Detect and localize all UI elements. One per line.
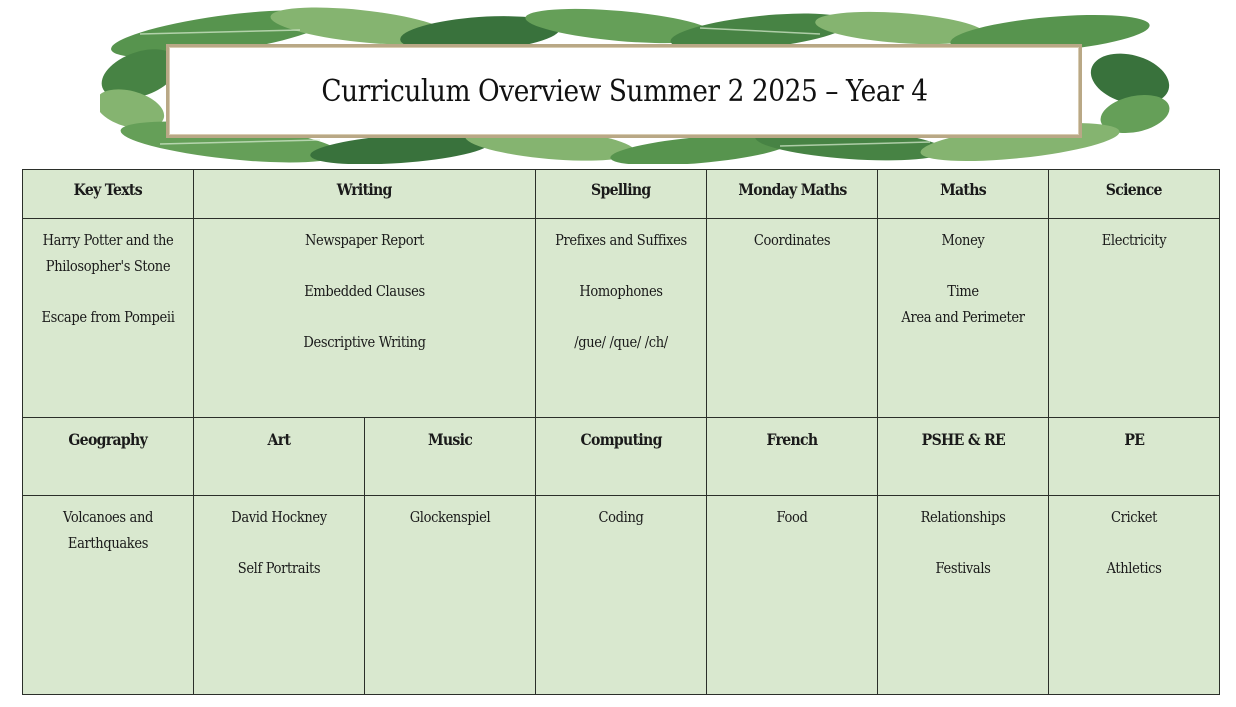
cell-pshe-re <box>878 496 1049 695</box>
title-frame <box>166 44 1082 138</box>
cell-line: Coordinates <box>753 233 831 249</box>
cell-line: Embedded Clauses <box>304 284 425 300</box>
header-science: Science <box>1049 170 1220 219</box>
header-key-texts: Key Texts <box>23 170 194 219</box>
cell-line: Glockenspiel <box>409 510 491 526</box>
header-spelling: Spelling <box>536 170 707 219</box>
cell-spelling <box>536 219 707 418</box>
cell-line: Homophones <box>579 284 663 300</box>
header-art: Art <box>194 418 365 496</box>
table-row-header-2 <box>23 418 1220 496</box>
page-title: Curriculum Overview Summer 2 2025 – Year 4 <box>320 73 928 109</box>
cell-computing <box>536 496 707 695</box>
header-maths: Maths <box>878 170 1049 219</box>
header-pshe-re: PSHE & RE <box>878 418 1049 496</box>
cell-science <box>1049 219 1220 418</box>
cell-pe <box>1049 496 1220 695</box>
header-writing: Writing <box>194 170 536 219</box>
cell-line: Electricity <box>1101 233 1167 249</box>
header-computing: Computing <box>536 418 707 496</box>
cell-line: Area and Perimeter <box>901 309 1025 326</box>
cell-music <box>365 496 536 695</box>
cell-line: Food <box>776 510 808 526</box>
cell-line: Cricket <box>1110 510 1158 526</box>
header-music: Music <box>365 418 536 496</box>
table-row-header-1 <box>23 170 1220 219</box>
cell-line: David Hockney <box>231 510 327 526</box>
cell-maths <box>878 219 1049 418</box>
curriculum-table <box>22 169 1220 695</box>
cell-line: Money <box>941 233 985 249</box>
title-banner <box>100 4 1170 164</box>
cell-line: Athletics <box>1106 561 1162 577</box>
cell-french <box>707 496 878 695</box>
cell-line: Volcanoes and <box>62 510 154 526</box>
cell-line: Time <box>947 284 979 300</box>
header-monday-maths: Monday Maths <box>707 170 878 219</box>
cell-key-texts <box>23 219 194 418</box>
cell-art <box>194 496 365 695</box>
cell-writing <box>194 219 536 418</box>
cell-line: Self Portraits <box>237 561 321 577</box>
cell-line: Newspaper Report <box>304 233 425 249</box>
cell-line: Festivals <box>935 561 991 577</box>
header-pe: PE <box>1049 418 1220 496</box>
cell-line: Relationships <box>920 510 1006 526</box>
cell-geography <box>23 496 194 695</box>
cell-line: Harry Potter and the <box>42 233 174 249</box>
cell-line: Escape from Pompeii <box>41 309 175 326</box>
cell-line: Philosopher's Stone <box>45 258 171 275</box>
cell-monday-maths <box>707 219 878 418</box>
cell-line: /gue/ /que/ /ch/ <box>574 335 668 351</box>
cell-line: Coding <box>598 510 644 526</box>
table-row-content-2 <box>23 496 1220 695</box>
header-french: French <box>707 418 878 496</box>
cell-line: Prefixes and Suffixes <box>555 233 687 249</box>
cell-line: Descriptive Writing <box>303 335 426 351</box>
table-row-content-1 <box>23 219 1220 418</box>
header-geography: Geography <box>23 418 194 496</box>
cell-line: Earthquakes <box>67 535 149 552</box>
